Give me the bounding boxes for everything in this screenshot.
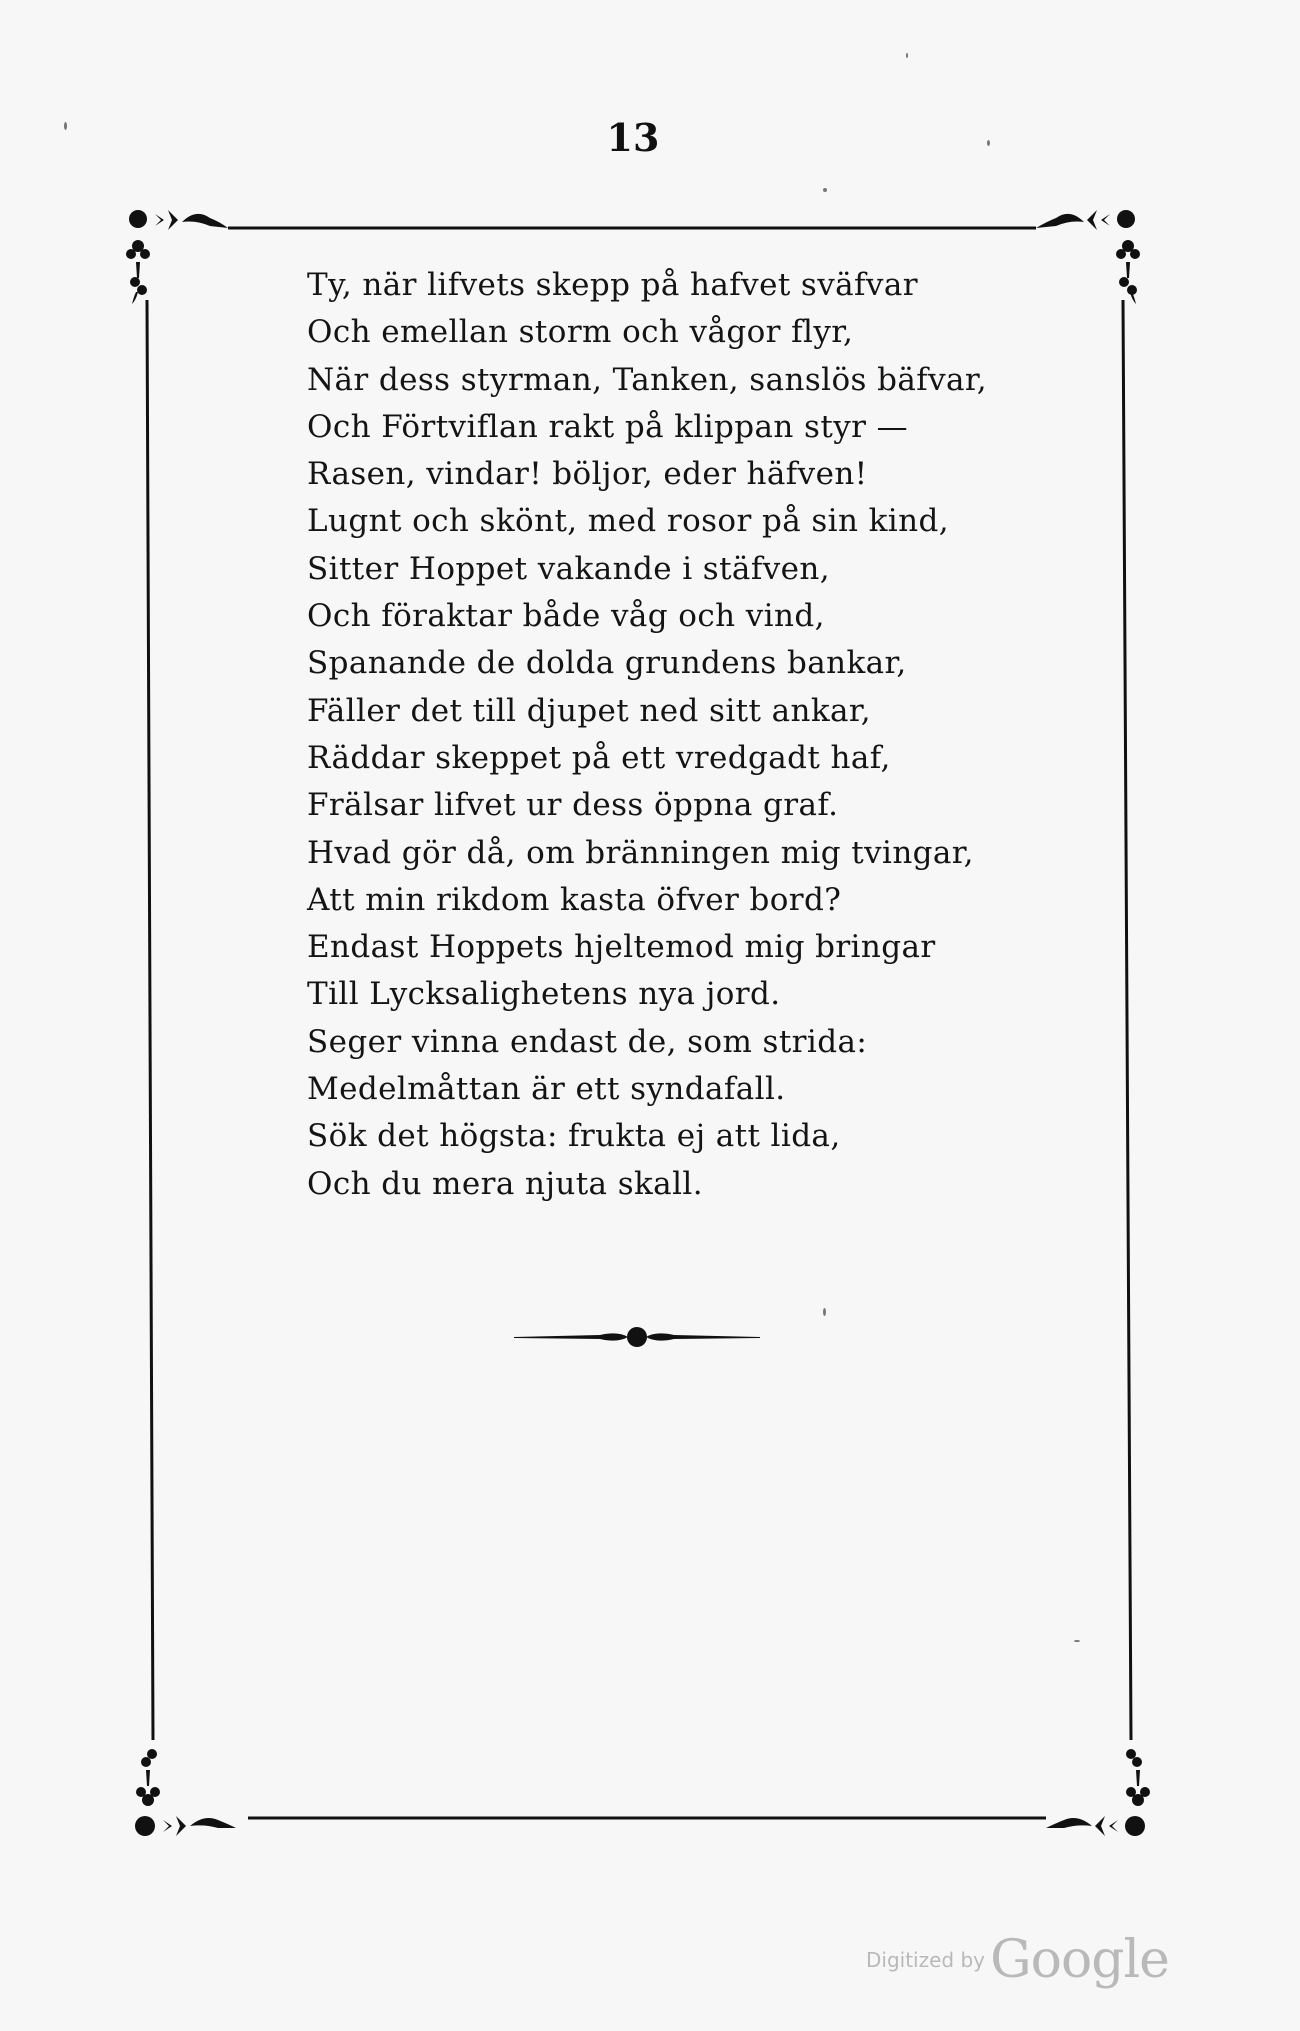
scan-speck: [906, 53, 908, 58]
poem-line: Och emellan storm och vågor flyr,: [307, 314, 854, 351]
poem-line: Rasen, vindar! böljor, eder häfven!: [307, 456, 868, 493]
poem-line: Lugnt och skönt, med rosor på sin kind,: [307, 503, 949, 540]
scan-speck: [64, 122, 67, 130]
footer-prefix: Digitized by: [866, 1948, 985, 1972]
corner-ornament-top-left: [126, 210, 228, 304]
poem-line: Hvad gör då, om bränningen mig tvingar,: [307, 834, 974, 871]
poem-line: Att min rikdom kasta öfver bord?: [307, 881, 842, 918]
poem-line: Seger vinna endast de, som strida:: [307, 1023, 868, 1060]
scan-speck: [823, 1308, 826, 1316]
poem-line: Frälsar lifvet ur dess öppna graf.: [307, 787, 839, 824]
digitized-by-google-watermark: [866, 1930, 1169, 1990]
corner-ornament-top-right: [1036, 210, 1140, 304]
poem-line: När dess styrman, Tanken, sanslös bäfvar,: [307, 361, 987, 398]
scan-speck: [823, 188, 827, 192]
poem-line: Och du mera njuta skall.: [307, 1165, 703, 1202]
poem-line: Och Förtviflan rakt på klippan styr —: [307, 408, 908, 445]
poem-line: Räddar skeppet på ett vredgadt haf,: [307, 739, 891, 776]
poem-line: Medelmåttan är ett syndafall.: [307, 1071, 786, 1108]
poem-line: Till Lycksalighetens nya jord.: [307, 976, 781, 1013]
page-number: 13: [606, 115, 660, 160]
scan-speck: [987, 140, 990, 146]
poem-line: Och föraktar både våg och vind,: [307, 598, 825, 635]
google-logo: Google: [990, 1930, 1169, 1990]
poem-line: Sitter Hoppet vakande i stäfven,: [307, 550, 830, 587]
poem-line: Fäller det till djupet ned sitt ankar,: [307, 692, 871, 729]
corner-ornament-bottom-left: [135, 1749, 236, 1836]
poem-line: Ty, när lifvets skepp på hafvet sväfvar: [307, 267, 918, 303]
poem: [307, 262, 1027, 1208]
end-flourish: [514, 1327, 760, 1347]
poem-line: Spanande de dolda grundens bankar,: [307, 645, 907, 682]
poem-line: Endast Hoppets hjeltemod mig bringar: [307, 929, 936, 966]
poem-line: Sök det högsta: frukta ej att lida,: [307, 1118, 841, 1155]
corner-ornament-bottom-right: [1046, 1749, 1150, 1836]
scan-speck: [1074, 1640, 1080, 1642]
